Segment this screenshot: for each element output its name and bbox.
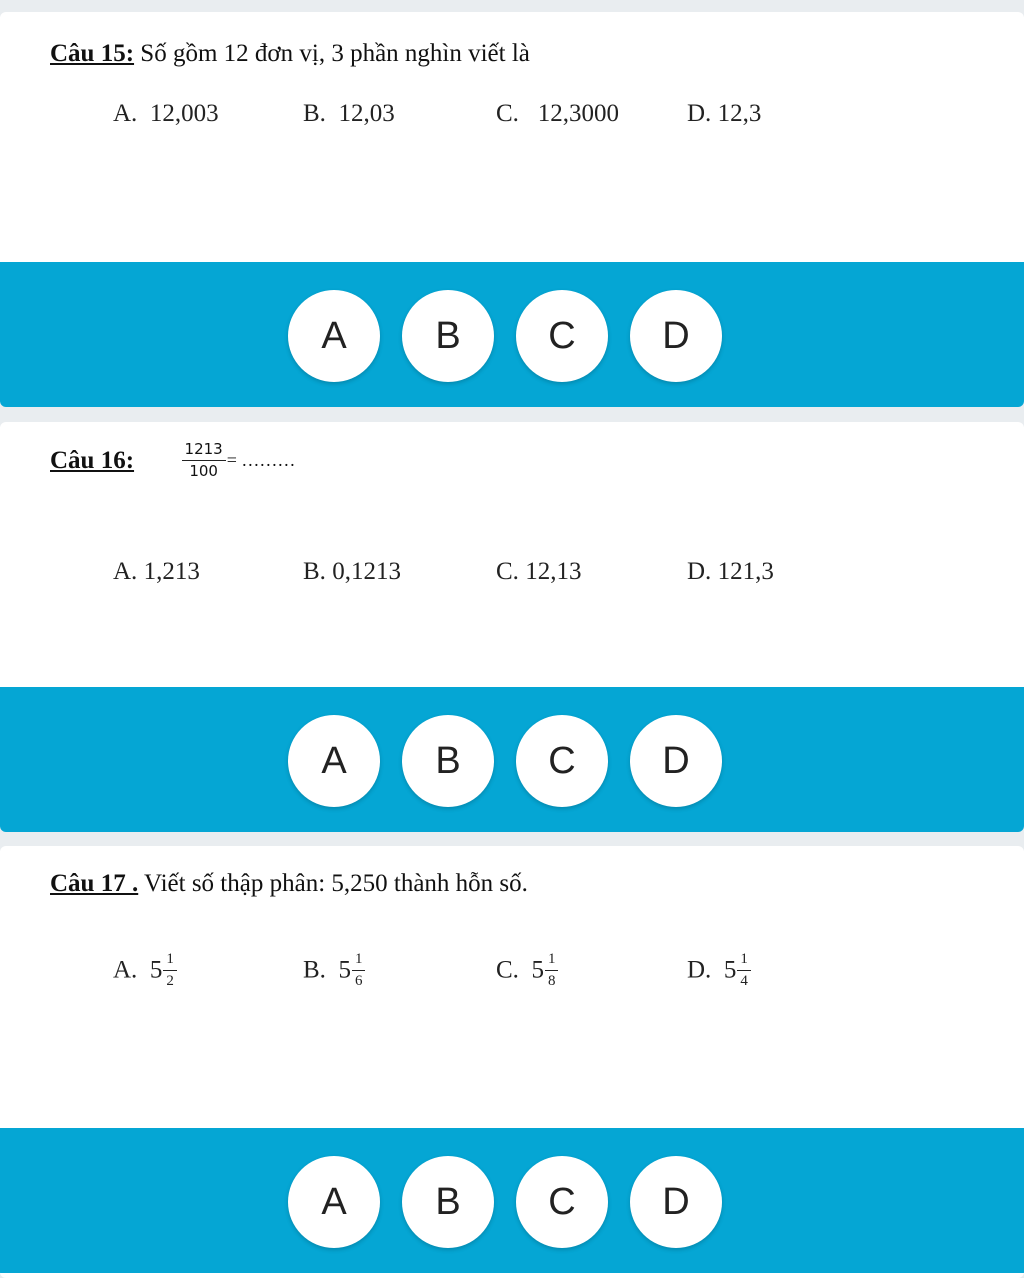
answer-d-button[interactable]: D [630,1156,722,1248]
mixed-whole: 5 [149,956,163,984]
question-card-16 [0,422,1024,832]
answer-b-button[interactable]: B [402,290,494,382]
mixed-whole: 5 [723,956,737,984]
option-b [303,100,395,128]
fraction-numerator: 1 [352,952,366,971]
fraction-numerator: 1213 [182,442,226,461]
answer-bar [0,262,1024,407]
mixed-fraction [163,952,177,989]
option-c [496,952,559,989]
option-key: B. [303,956,326,984]
question-17 [50,870,528,898]
answer-a-button[interactable]: A [288,290,380,382]
fraction-denominator: 2 [166,973,174,989]
fraction [182,442,226,479]
option-value: 12,3 [717,100,762,127]
fraction-numerator: 1 [163,952,177,971]
fraction-denominator: 4 [740,973,748,989]
fraction-denominator: 8 [547,973,556,989]
answer-a-button[interactable]: A [288,1156,380,1248]
option-key: D. [687,956,712,984]
question-label: Câu 17 . [50,870,139,897]
option-c [496,100,619,128]
mixed-fraction [352,952,366,989]
mixed-fraction [545,952,559,989]
fraction-denominator: 6 [354,973,363,989]
option-key: D. [687,558,712,585]
option-value: 12,3000 [537,100,619,127]
option-value: 12,03 [338,100,395,127]
mixed-whole: 5 [338,956,351,984]
option-value: 0,1213 [332,558,401,585]
question-label: Câu 16: [50,446,135,474]
option-d [687,952,752,989]
answer-c-button[interactable]: C [516,715,608,807]
option-key: B. [303,100,326,127]
fraction-numerator: 1 [545,952,559,971]
question-label: Câu 15: [50,40,135,67]
answer-c-button[interactable]: C [516,1156,608,1248]
fraction-denominator: 100 [189,462,218,480]
option-value: 1,213 [143,558,200,585]
option-key: B. [303,558,326,585]
mixed-fraction [737,952,751,989]
mixed-whole: 5 [531,956,544,984]
answer-a-button[interactable]: A [288,715,380,807]
option-key: C. [496,100,519,127]
option-key: A. [113,100,138,127]
question-suffix: = ……… [226,450,296,470]
answer-d-button[interactable]: D [630,715,722,807]
option-d [687,558,774,586]
option-d [687,100,761,128]
option-key: C. [496,558,519,585]
option-a [113,952,178,989]
question-card-17 [0,846,1024,1278]
option-key: D. [687,100,712,127]
option-value: 121,3 [717,558,774,585]
question-16 [50,442,295,479]
question-text: Số gồm 12 đơn vị, 3 phần nghìn viết là [140,40,530,67]
question-card-15 [0,12,1024,407]
option-c [496,558,581,586]
option-value: 12,13 [525,558,582,585]
question-15 [50,40,530,68]
option-b [303,952,366,989]
answer-c-button[interactable]: C [516,290,608,382]
fraction-numerator: 1 [737,952,751,971]
option-a [113,558,200,586]
answer-d-button[interactable]: D [630,290,722,382]
answer-b-button[interactable]: B [402,1156,494,1248]
answer-bar [0,1128,1024,1273]
question-text: Viết số thập phân: 5,250 thành hỗn số. [144,870,528,897]
option-key: A. [113,558,138,585]
option-b [303,558,401,586]
answer-b-button[interactable]: B [402,715,494,807]
option-key: C. [496,956,519,984]
option-value: 12,003 [149,100,219,127]
option-a [113,100,219,128]
answer-bar [0,687,1024,832]
option-key: A. [113,956,138,984]
